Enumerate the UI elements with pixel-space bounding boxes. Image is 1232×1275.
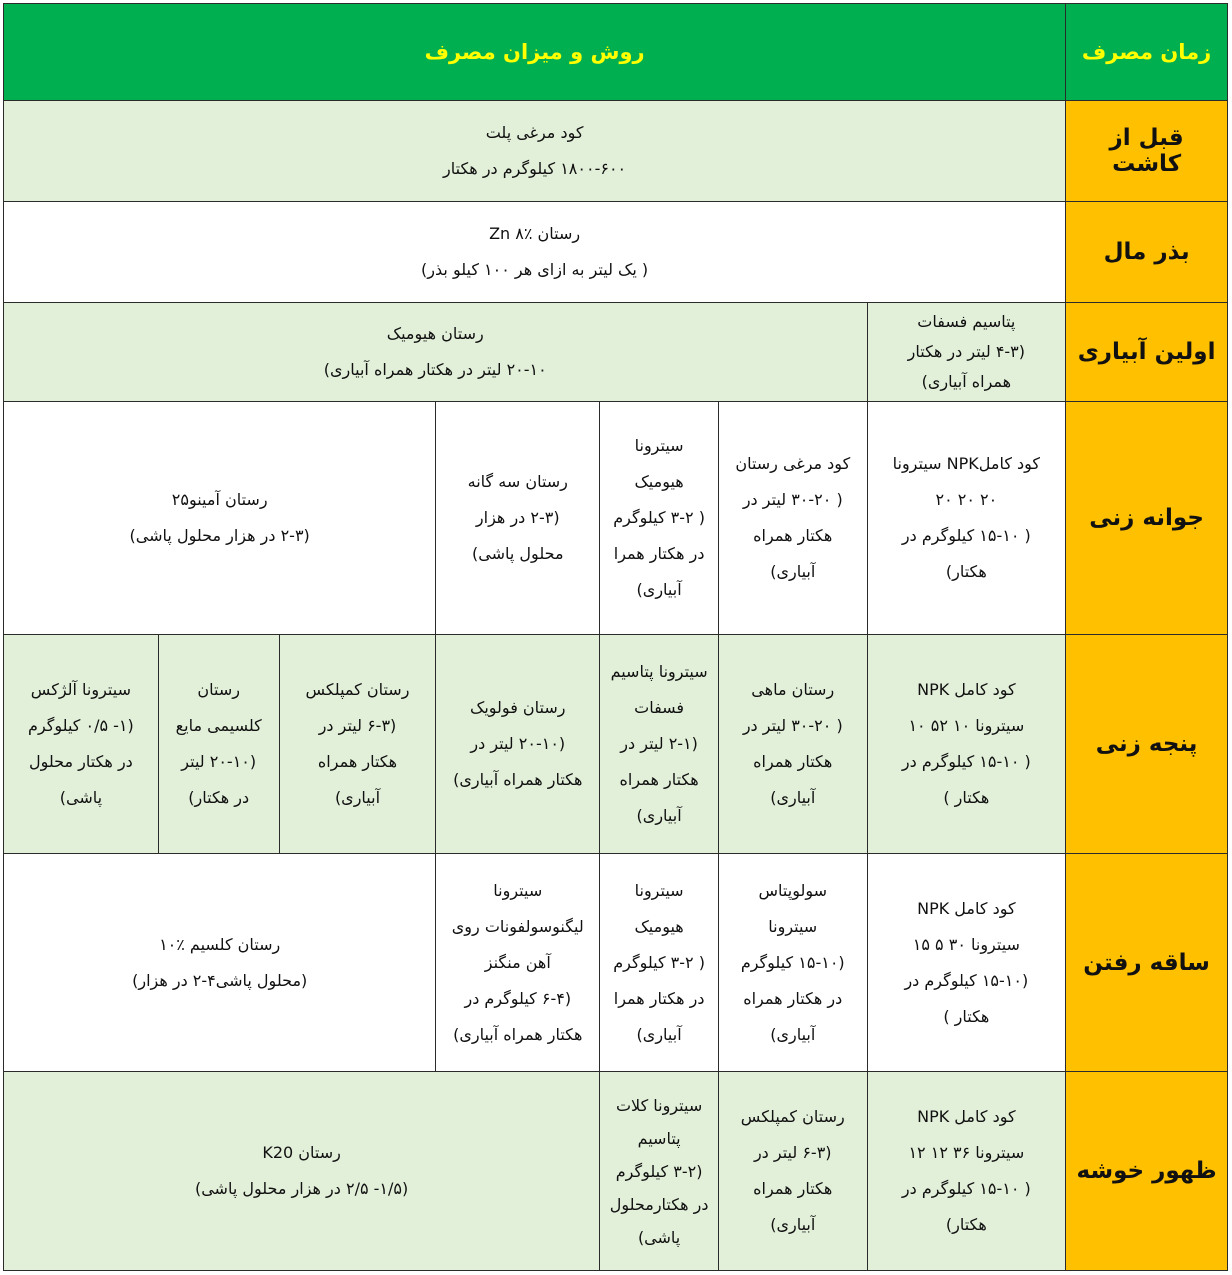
table-cell bbox=[600, 854, 719, 1072]
cell-text: کود کامل NPK سیترونا ۱۰ ۵۲ ۱۰ ( ۱۵-۱۰ کیلوگرم در هکتار ) bbox=[901, 680, 1031, 807]
cell-text: کود کاملNPK سیترونا ۲۰ ۲۰ ۲۰ ( ۱۵-۱۰ کیلوگرم در هکتار) bbox=[892, 454, 1041, 581]
cell-text: رستان ٪۸ Zn ( یک لیتر به ازای هر ۱۰۰ کیلو بذر) bbox=[421, 224, 649, 279]
cell-text: رستان کمپلکس (۶-۳ لیتر در هکتار همراه آبیاری) bbox=[740, 1107, 845, 1234]
cell-text: کود کامل NPK سیترونا ۳۰ ۵ ۱۵ (۱۵-۱۰ کیلوگرم در هکتار ) bbox=[904, 898, 1029, 1026]
header-time-cell: زمان مصرف bbox=[1066, 4, 1228, 101]
cell-text: رستان فولویک (۲۰-۱۰ لیتر در هکتار همراه آبیاری) bbox=[453, 698, 583, 789]
table-cell bbox=[719, 1072, 868, 1271]
table-row bbox=[4, 854, 1228, 1072]
table-row bbox=[4, 1072, 1228, 1271]
table-cell bbox=[867, 303, 1066, 402]
row-label: جوانه زنی bbox=[1066, 402, 1228, 635]
cell-text: رستان سه گانه (۲-۳ در هزار محلول پاشی) bbox=[467, 472, 568, 563]
table-cell bbox=[867, 635, 1066, 854]
table-cell bbox=[436, 635, 600, 854]
table-cell bbox=[867, 854, 1066, 1072]
cell-text: رستان هیومیک ۲۰-۱۰ لیتر در هکتار همراه آبیاری) bbox=[323, 324, 547, 379]
cell-text: سیترونا لیگنوسولفونات روی آهن منگنز (۶-۴ کیلوگرم در هکتار همراه آبیاری) bbox=[451, 880, 584, 1044]
table-cell bbox=[867, 402, 1066, 635]
cell-text: کود مرغی رستان ( ۳۰-۲۰ لیتر در هکتار همراه آبیاری) bbox=[735, 454, 851, 581]
cell-text: رستان کلسیم ٪۱۰ (محلول پاشی۴-۲ در هزار) bbox=[132, 934, 308, 990]
cell-text: سیترونا هیومیک ( ۳-۲ کیلوگرم در هکتار همرا آبیاری) bbox=[613, 436, 705, 599]
cell-text: سیترونا پتاسیم فسفات (۲-۱ لیتر در هکتار همراه آبیاری) bbox=[610, 662, 708, 825]
row-label: اولین آبیاری bbox=[1066, 303, 1228, 402]
table-cell bbox=[436, 854, 600, 1072]
cell-text: رستان کلسیمی مایع (۲۰-۱۰ لیتر در هکتار) bbox=[175, 680, 262, 807]
table-row bbox=[4, 635, 1228, 854]
table-cell bbox=[719, 635, 868, 854]
cell-text: رستان آمینو۲۵ (۲-۳ در هزار محلول پاشی) bbox=[129, 490, 310, 545]
table-cell bbox=[867, 1072, 1066, 1271]
row-label: قبل از کاشت bbox=[1066, 101, 1228, 202]
row-label: ظهور خوشه bbox=[1066, 1072, 1228, 1271]
row-label: ساقه رفتن bbox=[1066, 854, 1228, 1072]
table-cell bbox=[600, 402, 719, 635]
table-row bbox=[4, 202, 1228, 303]
cell-text: سیترونا کلات پتاسیم (۳-۲ کیلوگرم در هکتارمحلول پاشی) bbox=[609, 1095, 709, 1247]
fertilizer-schedule-table bbox=[3, 3, 1228, 1271]
cell-text: پتاسیم فسفات (۴-۳ لیتر در هکتار همراه آبیاری) bbox=[907, 312, 1026, 391]
header-row bbox=[4, 4, 1228, 101]
table-cell bbox=[4, 1072, 600, 1271]
cell-text: سیترونا آلژکس (۱- ۰/۵ کیلوگرم در هکتار محلول پاشی) bbox=[28, 680, 134, 807]
cell-text: سولوپتاس سیترونا (۱۵-۱۰ کیلوگرم در هکتار همراه آبیاری) bbox=[740, 880, 845, 1044]
cell-text: رستان ماهی ( ۳۰-۲۰ لیتر در هکتار همراه آبیاری) bbox=[742, 680, 843, 807]
row-label: پنجه زنی bbox=[1066, 635, 1228, 854]
table-cell bbox=[4, 635, 159, 854]
table-cell bbox=[719, 402, 868, 635]
table-cell bbox=[719, 854, 868, 1072]
cell-text: رستان کمپلکس (۶-۳ لیتر در هکتار همراه آبیاری) bbox=[305, 680, 410, 807]
table-row bbox=[4, 101, 1228, 202]
table-cell bbox=[600, 1072, 719, 1271]
cell-text: کود مرغی پلت ۱۸۰۰-۶۰۰ کیلوگرم در هکتار bbox=[443, 123, 627, 178]
table-row bbox=[4, 303, 1228, 402]
header-method-cell: روش و میزان مصرف bbox=[4, 4, 1066, 101]
table-cell bbox=[4, 101, 1066, 202]
table-cell bbox=[4, 202, 1066, 303]
table-cell bbox=[4, 303, 868, 402]
table-cell bbox=[436, 402, 600, 635]
cell-text: رستان K20 (۱/۵- ۲/۵ در هزار محلول پاشی) bbox=[194, 1143, 409, 1198]
table-cell bbox=[279, 635, 436, 854]
table-cell bbox=[600, 635, 719, 854]
table-cell bbox=[158, 635, 279, 854]
cell-text: سیترونا هیومیک ( ۳-۲ کیلوگرم در هکتار همرا آبیاری) bbox=[613, 880, 705, 1044]
row-label: بذر مال bbox=[1066, 202, 1228, 303]
table-row bbox=[4, 402, 1228, 635]
table-cell bbox=[4, 854, 436, 1072]
table-cell bbox=[4, 402, 436, 635]
cell-text: کود کامل NPK سیترونا ۳۶ ۱۲ ۱۲ ( ۱۵-۱۰ کیلوگرم در هکتار) bbox=[901, 1107, 1031, 1234]
